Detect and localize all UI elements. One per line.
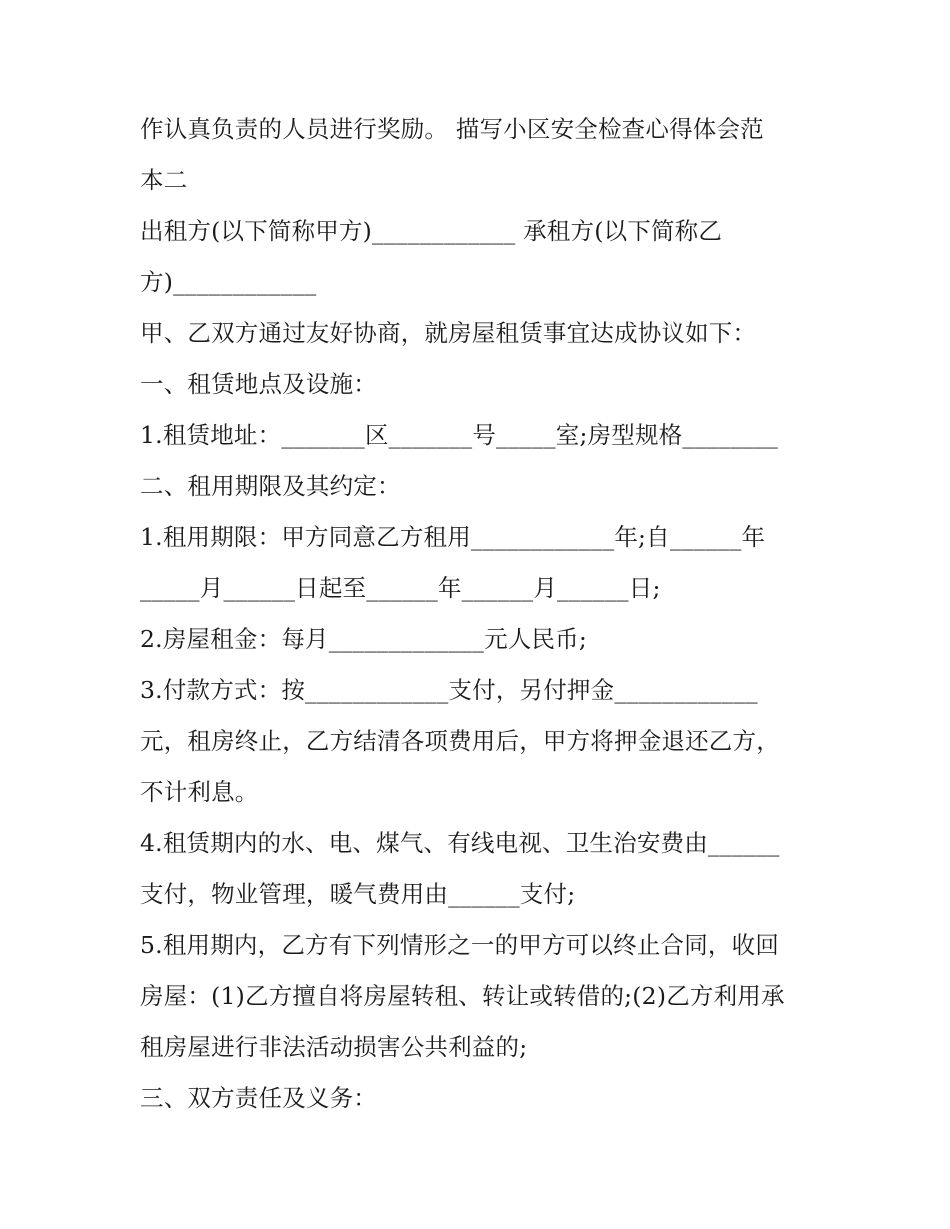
text-line: 元，租房终止，乙方结清各项费用后，甲方将押金退还乙方， [140, 727, 780, 755]
text-line: 1.租赁地址：_______区_______号_____室;房型规格________ [140, 421, 778, 449]
text-line: 3.付款方式：按____________支付，另付押金____________ [140, 676, 758, 704]
text-line: 甲、乙双方通过友好协商，就房屋租赁事宜达成协议如下： [140, 319, 757, 347]
section-heading: 三、双方责任及义务： [140, 1084, 377, 1112]
text-line: 4.租赁期内的水、电、煤气、有线电视、卫生治安费由______ [140, 829, 780, 857]
text-line: _____月______日起至______年______月______日; [140, 574, 661, 602]
section-heading: 一、租赁地点及设施： [140, 370, 377, 398]
text-line: 本二 [140, 166, 188, 194]
section-heading: 二、租用期限及其约定： [140, 472, 401, 500]
text-line: 支付，物业管理，暖气费用由______支付; [140, 880, 576, 908]
text-line: 1.租用期限：甲方同意乙方租用____________年;自______年 [140, 523, 766, 551]
text-line: 作认真负责的人员进行奖励。 描写小区安全检查心得体会范 [140, 115, 764, 143]
text-line: 5.租用期内，乙方有下列情形之一的甲方可以终止合同，收回 [140, 931, 780, 959]
text-line: 方)____________ [140, 268, 317, 296]
text-line: 不计利息。 [140, 778, 259, 806]
text-line: 2.房屋租金：每月_____________元人民币; [140, 625, 587, 653]
text-line: 出租方(以下简称甲方)____________ 承租方(以下简称乙 [140, 217, 723, 245]
text-line: 房屋：(1)乙方擅自将房屋转租、转让或转借的;(2)乙方利用承 [140, 982, 785, 1010]
text-line: 租房屋进行非法活动损害公共利益的; [140, 1033, 528, 1061]
